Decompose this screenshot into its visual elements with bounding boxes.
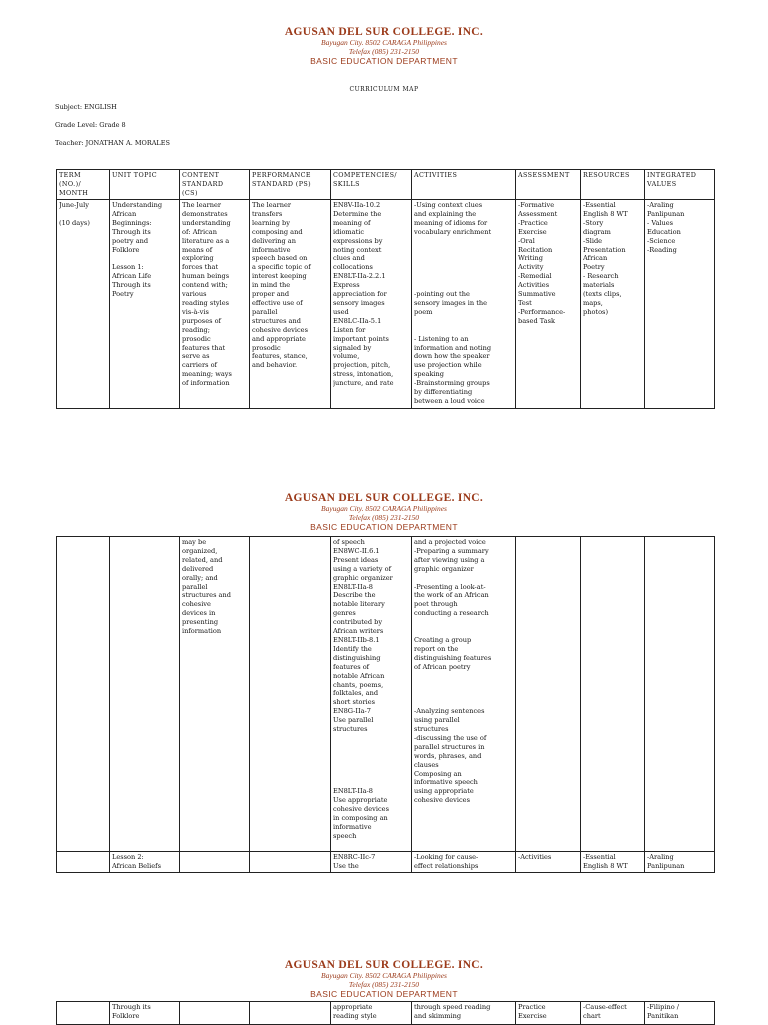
cell-text: -Looking for cause- effect relationships — [414, 853, 479, 870]
table-cell — [516, 1002, 581, 1025]
cell-text — [518, 538, 578, 850]
cell-text: -Using context clues and explaining the meaning of idioms for vocabulary enrichment -pointing out the sensory images in the poem - Listening to an information and noting down how the speaker use projection while speaking -Brainstorming groups by differentiating between a loud voice — [414, 201, 492, 405]
table-cell — [412, 537, 516, 852]
cell-text: -Araling Panlipunan - Values Education -Science -Reading — [647, 201, 685, 254]
cell-text: -Cause-effect chart — [583, 1003, 627, 1020]
table-cell — [331, 1002, 412, 1025]
cell-text — [182, 853, 247, 871]
subject-line: Subject: ENGLISH — [55, 103, 117, 111]
table-cell — [581, 537, 645, 852]
table-cell — [645, 200, 715, 409]
column-header: ACTIVITIES — [412, 170, 516, 200]
column-header: PERFORMANCE STANDARD (PS) — [250, 170, 331, 200]
school-address: Bayugan City. 8502 CARAGA Philippines — [321, 971, 447, 980]
cell-text — [252, 1003, 328, 1023]
table-cell — [581, 852, 645, 873]
column-header: UNIT TOPIC — [110, 170, 180, 200]
cell-text: June-July (10 days) — [59, 201, 90, 227]
school-name: AGUSAN DEL SUR COLLEGE. INC. — [284, 492, 484, 504]
table-cell — [331, 200, 412, 409]
table-cell — [57, 200, 110, 409]
table-cell — [57, 537, 110, 852]
letterhead-1 — [0, 26, 768, 66]
table-row — [57, 852, 715, 873]
column-header: COMPETENCIES/ SKILLS — [331, 170, 412, 200]
column-header: INTEGRATED VALUES — [645, 170, 715, 200]
cell-text — [583, 538, 642, 850]
cell-text: Understanding African Beginnings: Through its poetry and Folklore Lesson 1: African Life Through its Poetry — [112, 201, 163, 299]
column-header: ASSESSMENT — [516, 170, 581, 200]
cell-text: may be organized, related, and delivered orally; and parallel structures and cohesive devices in presenting information — [182, 538, 231, 636]
table-cell — [250, 852, 331, 873]
cell-text: Lesson 2: African Beliefs — [112, 853, 162, 870]
table-row — [57, 537, 715, 852]
curriculum-table-3 — [56, 1001, 715, 1025]
table-cell — [180, 852, 250, 873]
cell-text: Through its Folklore — [112, 1003, 151, 1020]
doc-title: CURRICULUM MAP — [349, 86, 419, 93]
department-name: BASIC EDUCATION DEPARTMENT — [310, 522, 458, 532]
school-telefax: Telefax (085) 231-2150 — [348, 513, 420, 522]
cell-text — [252, 538, 328, 850]
table-row — [57, 200, 715, 409]
cell-text: of speech EN8WC-II.6.1 Present ideas using a variety of graphic organizer EN8LT-IIa-8 Describe the notable literary genres contributed by African writers EN8LT-IIb-8.1 Identify the distinguishing features of notable African chants, poems, folktales, and short stories EN8G-IIa-7 Use parallel structures EN8LT-IIa-8 Use appropriate cohesive devices in composing an informative speech — [333, 538, 393, 840]
cell-text — [647, 538, 712, 850]
table-cell — [110, 537, 180, 852]
department-name: BASIC EDUCATION DEPARTMENT — [310, 989, 458, 999]
cell-text: -Essential English 8 WT — [583, 853, 628, 870]
table-cell — [110, 200, 180, 409]
table-cell — [412, 852, 516, 873]
cell-text: The learner transfers learning by composing and delivering an informative speech based on a specific topic of interest keeping in mind the proper and effective use of parallel structures and cohesive devices and appropriate prosodic features, stance, and behavior. — [252, 201, 311, 370]
letterhead-2 — [0, 492, 768, 532]
department-name: BASIC EDUCATION DEPARTMENT — [310, 56, 458, 66]
cell-text: -Essential English 8 WT -Story diagram -Slide Presentation African Poetry - Research materials (texts clips, maps, photos) — [583, 201, 628, 316]
table-cell — [110, 852, 180, 873]
school-address: Bayugan City. 8502 CARAGA Philippines — [321, 504, 447, 513]
table-cell — [250, 1002, 331, 1025]
table-cell — [110, 1002, 180, 1025]
teacher-line: Teacher: JONATHAN A. MORALES — [55, 139, 170, 147]
table-cell — [581, 200, 645, 409]
school-name: AGUSAN DEL SUR COLLEGE. INC. — [284, 26, 484, 38]
cell-text: -Formative Assessment -Practice Exercise -Oral Recitation Writing Activity -Remedial Activities Summative Test -Performance- based Task — [518, 201, 566, 325]
cell-text — [59, 853, 107, 871]
curriculum-table-1 — [56, 169, 715, 409]
school-name: AGUSAN DEL SUR COLLEGE. INC. — [284, 959, 484, 971]
cell-text: The learner demonstrates understanding of: African literature as a means of exploring forces that human beings contend with; various reading styles vis-à-vis purposes of reading; prosodic features that serve as carriers of meaning; ways of information — [182, 201, 232, 388]
table-cell — [180, 1002, 250, 1025]
table-cell — [516, 852, 581, 873]
table-cell — [645, 1002, 715, 1025]
cell-text — [112, 538, 177, 850]
table-cell — [331, 537, 412, 852]
table-cell — [516, 537, 581, 852]
cell-text: through speed reading and skimming — [414, 1003, 491, 1020]
table-cell — [645, 852, 715, 873]
cell-text — [182, 1003, 247, 1023]
table-cell — [180, 200, 250, 409]
curriculum-table-2 — [56, 536, 715, 873]
letterhead-3 — [0, 959, 768, 999]
table-cell — [412, 1002, 516, 1025]
school-address: Bayugan City. 8502 CARAGA Philippines — [321, 38, 447, 47]
cell-text: -Activities — [518, 853, 552, 861]
table-row — [57, 1002, 715, 1025]
cell-text — [59, 1003, 107, 1023]
table-cell — [581, 1002, 645, 1025]
column-header: CONTENT STANDARD (CS) — [180, 170, 250, 200]
table-cell — [180, 537, 250, 852]
cell-text: EN8V-IIa-10.2 Determine the meaning of idiomatic expressions by noting context clues and collocations EN8LT-IIa-2.2.1 Express appreciation for sensory images used EN8LC-IIa-5.1 Listen for important points signaled by volume, projection, pitch, stress, intonation, juncture, and rate — [333, 201, 394, 388]
table-cell — [412, 200, 516, 409]
column-header: RESOURCES — [581, 170, 645, 200]
table-cell — [250, 537, 331, 852]
table-cell — [516, 200, 581, 409]
school-telefax: Telefax (085) 231-2150 — [348, 980, 420, 989]
cell-text: and a projected voice -Preparing a summary after viewing using a graphic organizer -Presenting a look-at- the work of an African poet through conducting a research Creating a group report on the distinguishing features of African poetry -Analyzing sentences using parallel structures -discussing the use of parallel structures in words, phrases, and clauses Composing an informative speech using appropriate cohesive devices — [414, 538, 492, 805]
cell-text: -Araling Panlipunan — [647, 853, 685, 870]
cell-text — [252, 853, 328, 871]
cell-text: EN8RC-IIc-7 Use the — [333, 853, 376, 870]
table-cell — [57, 1002, 110, 1025]
table-cell — [57, 852, 110, 873]
table-cell — [331, 852, 412, 873]
table-header-row — [57, 170, 715, 200]
table-cell — [250, 200, 331, 409]
cell-text: -Filipino / Panitikan — [647, 1003, 679, 1020]
table-cell — [645, 537, 715, 852]
school-telefax: Telefax (085) 231-2150 — [348, 47, 420, 56]
cell-text: Practice Exercise — [518, 1003, 547, 1020]
column-header: TERM (NO.)/ MONTH — [57, 170, 110, 200]
cell-text: appropriate reading style — [333, 1003, 377, 1020]
cell-text — [59, 538, 107, 850]
grade-line: Grade Level: Grade 8 — [55, 121, 126, 129]
